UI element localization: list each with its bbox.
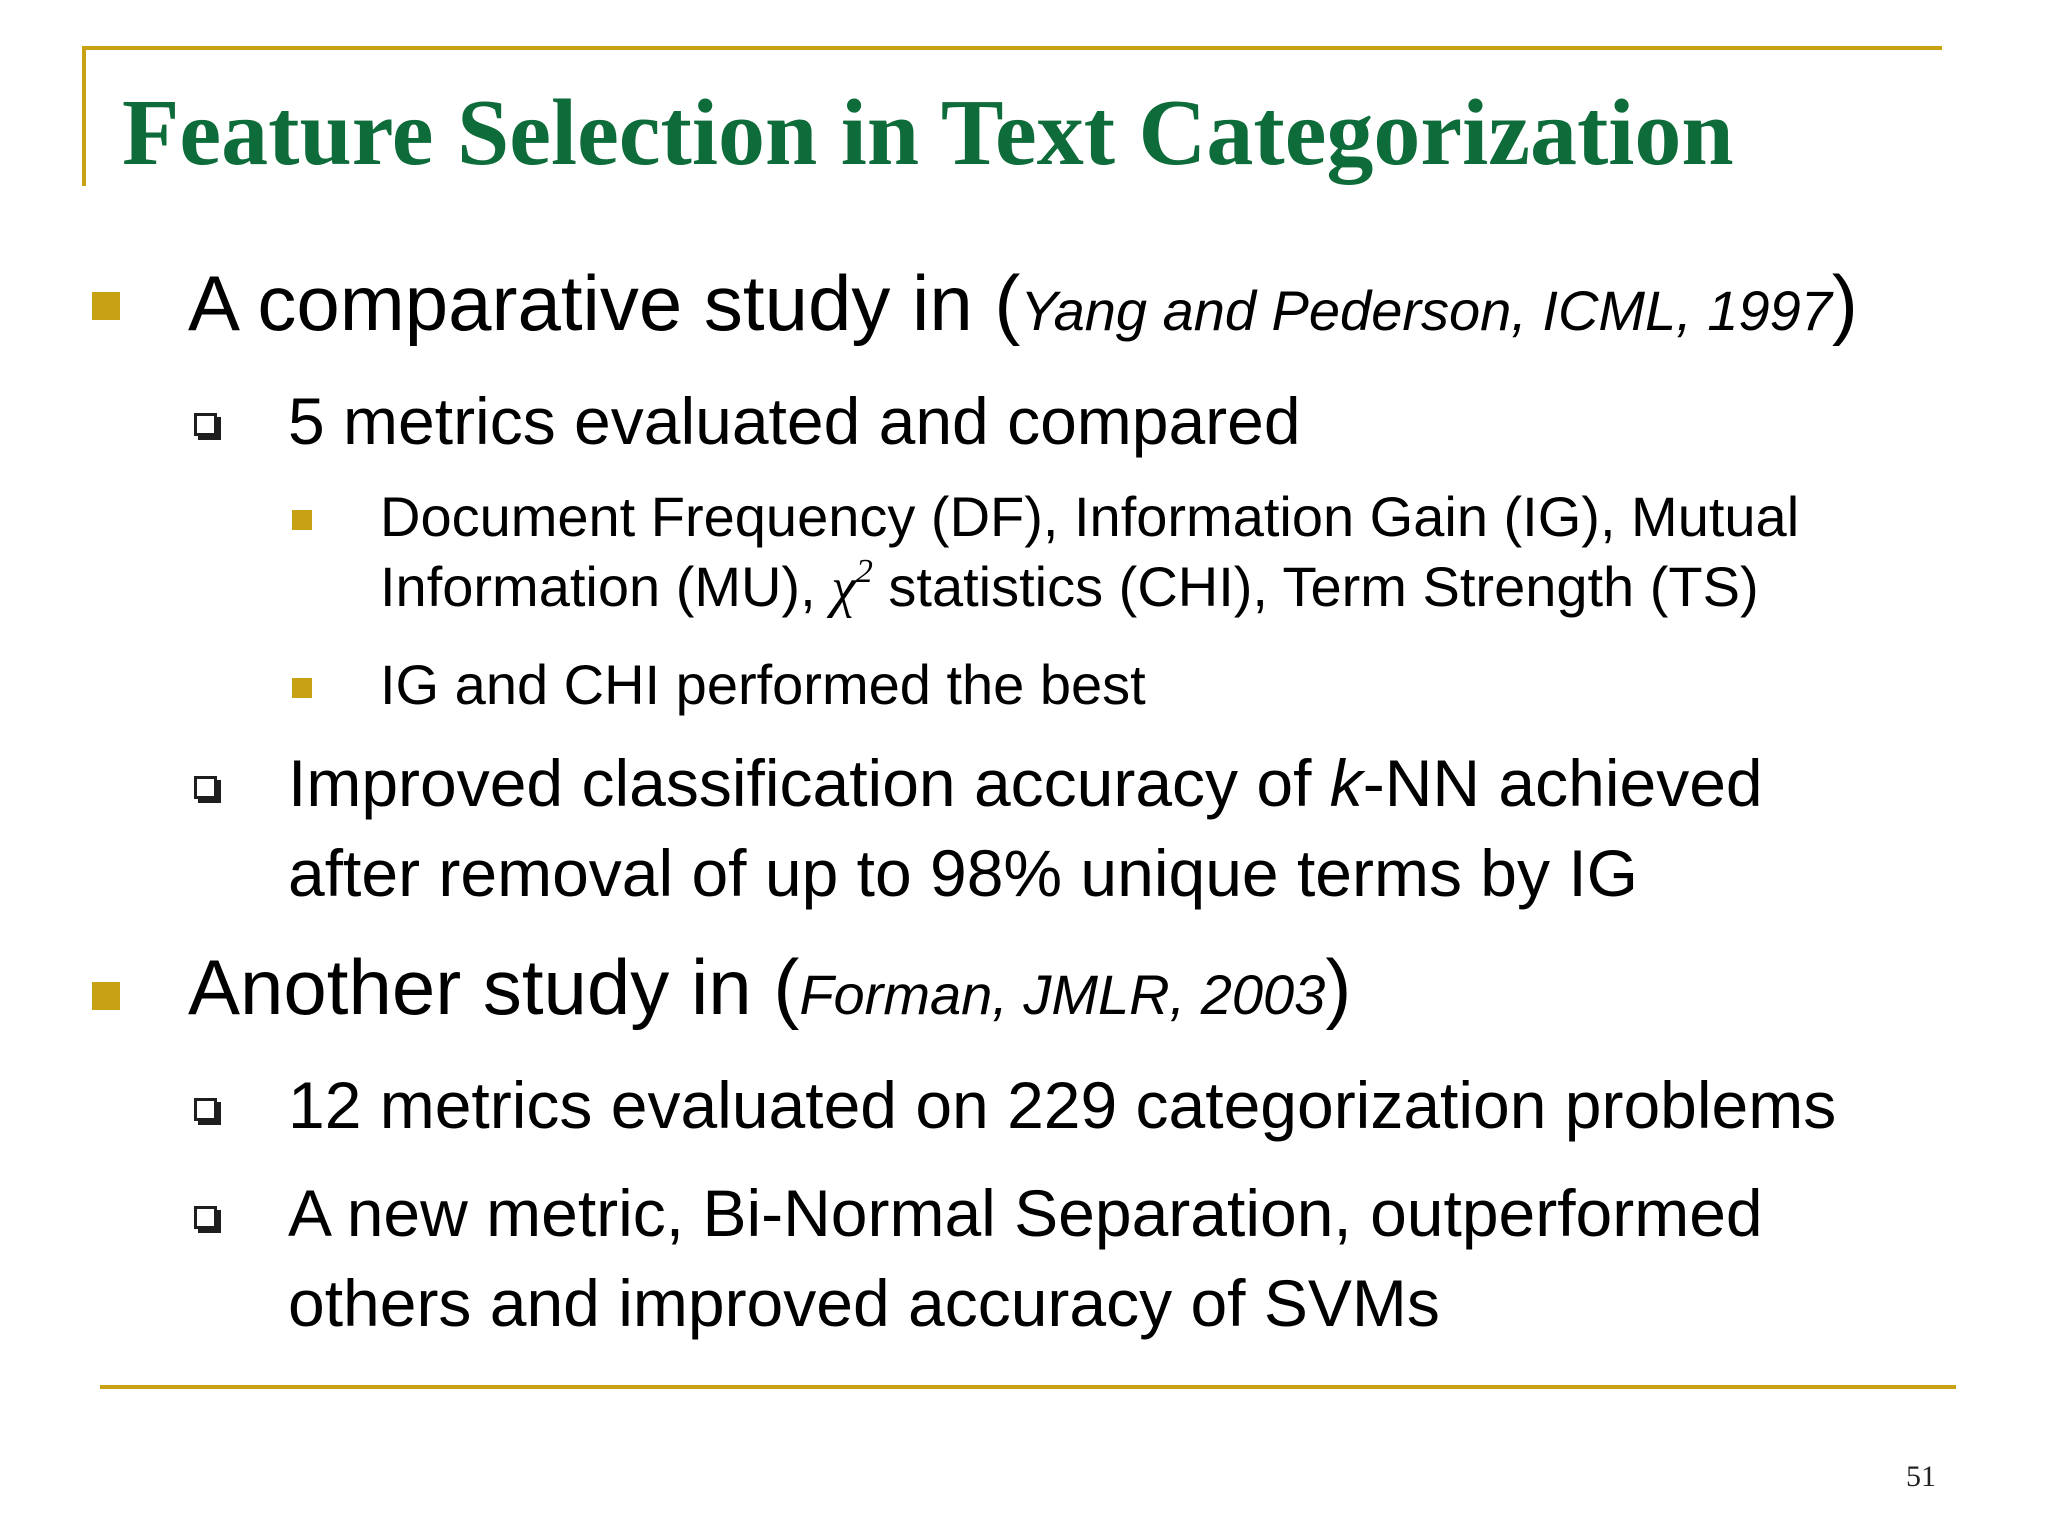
hollow-square-bullet-icon (194, 1206, 217, 1229)
filled-square-bullet-icon (92, 982, 120, 1010)
bottom-rule (100, 1385, 1956, 1389)
chi-squared-symbol (831, 553, 873, 619)
bullet-forman-study (188, 942, 1351, 1040)
bullet-five-metrics: 5 metrics evaluated and compared (288, 384, 1301, 458)
small-square-bullet-icon (292, 510, 312, 530)
bullet-close: ) (1325, 943, 1352, 1031)
small-square-bullet-icon (292, 678, 312, 698)
bullet-bns-metric (288, 1168, 1763, 1348)
filled-square-bullet-icon (92, 292, 120, 320)
bullet-text: Another study in ( (188, 943, 800, 1031)
hollow-square-bullet-icon (194, 776, 217, 799)
chi-symbol: χ (831, 557, 856, 619)
hollow-square-bullet-icon (194, 413, 217, 436)
frame-top-rule (82, 46, 1942, 50)
knn-line-1-pre: Improved classification accuracy of (288, 746, 1330, 820)
frame-left-rule (82, 46, 86, 186)
metric-list-line-2-pre: Information (MU), (380, 555, 832, 618)
bullet-metric-list (380, 482, 1799, 623)
k-variable: k (1329, 746, 1363, 820)
bullet-close: ) (1831, 259, 1858, 347)
citation: Yang and Pederson, ICML, 1997 (1020, 279, 1832, 342)
bullet-twelve-metrics: 12 metrics evaluated on 229 categorization problems (288, 1068, 1837, 1142)
page-number: 51 (1906, 1460, 1936, 1493)
slide-title: Feature Selection in Text Categorization (122, 81, 1734, 185)
bns-line-2: others and improved accuracy of SVMs (288, 1266, 1440, 1340)
bns-line-1: A new metric, Bi-Normal Separation, outperformed (288, 1176, 1763, 1250)
chi-superscript: 2 (855, 553, 873, 590)
knn-line-2: after removal of up to 98% unique terms by IG (288, 836, 1639, 910)
bullet-ig-chi-best: IG and CHI performed the best (380, 653, 1146, 716)
metric-list-line-2 (380, 552, 1799, 623)
metric-list-line-1: Document Frequency (DF), Information Gain (IG), Mutual (380, 485, 1800, 548)
citation: Forman, JMLR, 2003 (799, 963, 1326, 1026)
bullet-knn-accuracy (288, 738, 1763, 918)
hollow-square-bullet-icon (194, 1098, 217, 1121)
bullet-text: A comparative study in ( (188, 259, 1021, 347)
knn-line-1 (288, 738, 1763, 828)
knn-line-1-post: -NN achieved (1362, 746, 1763, 820)
bullet-yang-study (188, 258, 1858, 356)
metric-list-line-2-post: statistics (CHI), Term Strength (TS) (872, 555, 1759, 618)
